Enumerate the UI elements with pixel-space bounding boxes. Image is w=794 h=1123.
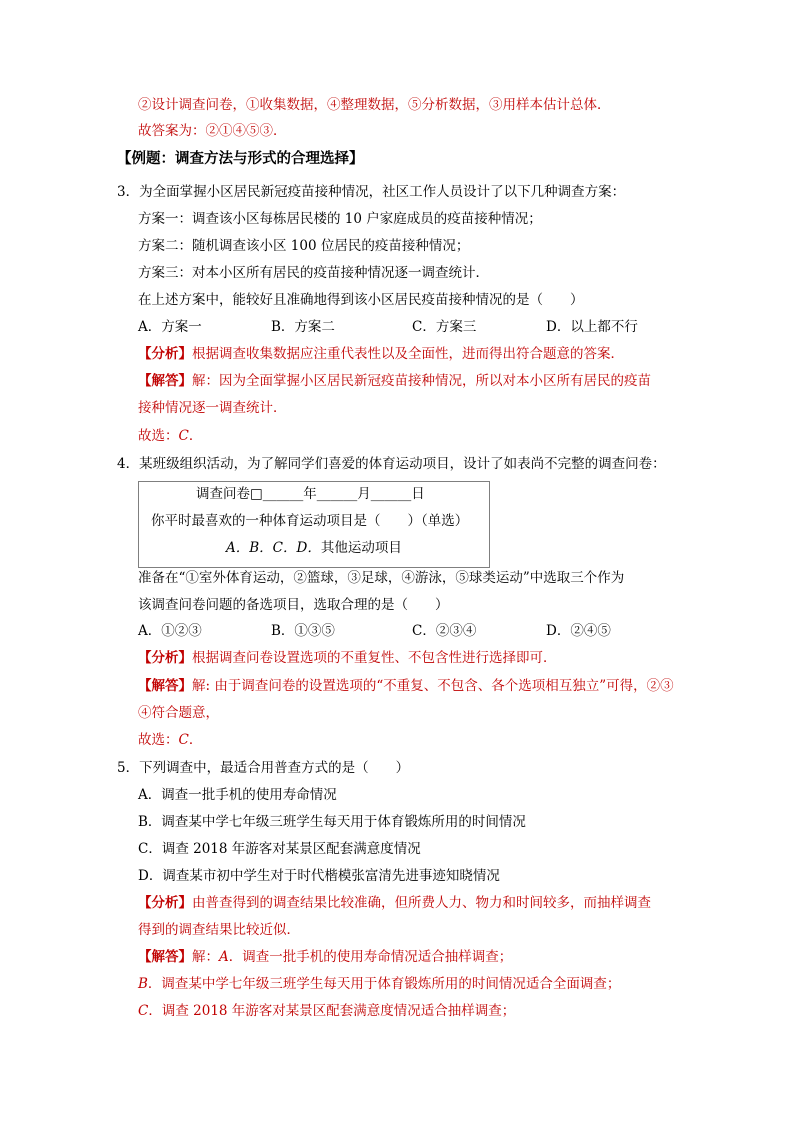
answer-text: 解：因为全面掌握小区居民新冠疫苗接种情况，所以对本小区所有居民的疫苗 xyxy=(192,373,651,389)
choice-end: ． xyxy=(188,428,203,444)
q4-answer-cont: ④符合题意， xyxy=(138,705,219,721)
q3-option-d: D．以上都不行 xyxy=(546,319,638,335)
q3-question: 在上述方案中，能较好且准确地得到该小区居民疫苗接种情况的是（ ） xyxy=(138,292,584,308)
q3-option-b: B．方案二 xyxy=(271,319,335,335)
q3-option-a: A．方案一 xyxy=(138,319,202,335)
q4-prep-line1: 准备在“①室外体育运动，②篮球，③足球，④游泳，⑤球类运动”中选取三个作为 xyxy=(138,570,625,586)
answer-prefix: 解： xyxy=(192,949,219,965)
q3-stem: 3．为全面掌握小区居民新冠疫苗接种情况，社区工作人员设计了以下几种调查方案： xyxy=(117,184,626,200)
q5-analysis-cont: 得到的调查结果比较近似． xyxy=(138,922,300,938)
q5-option-c: C．调查 2018 年游客对某景区配套满意度情况 xyxy=(138,841,421,857)
q3-plan2: 方案二：随机调查该小区 100 位居民的疫苗接种情况； xyxy=(138,238,470,254)
q5-answer xyxy=(138,947,512,967)
answer-tag: 【解答】 xyxy=(138,373,192,389)
q5-option-d: D．调查某市初中学生对于时代楷模张富清先进事迹知晓情况 xyxy=(138,868,500,884)
answer-letter-a: A xyxy=(219,949,229,965)
q5-answer-b xyxy=(138,974,620,994)
q3-answer xyxy=(138,371,651,391)
survey-table xyxy=(138,481,490,568)
analysis-text: 由普查得到的调查结果比较准确，但所费人力、物力和时间较多，而抽样调查 xyxy=(192,895,651,911)
q4-option-b: B．①③⑤ xyxy=(271,623,335,639)
prev-answer-line: ②设计调查问卷，①收集数据，④整理数据，⑤分析数据，③用样本估计总体． xyxy=(138,97,611,113)
choice-end: ． xyxy=(188,732,203,748)
q3-plan3: 方案三：对本小区所有居民的疫苗接种情况逐一调查统计． xyxy=(138,265,489,281)
q5-stem: 5．下列调查中，最适合用普查方式的是（ ） xyxy=(117,760,410,776)
q4-stem: 4．某班级组织活动，为了解同学们喜爱的体育运动项目，设计了如表尚不完整的调查问卷： xyxy=(117,456,666,472)
analysis-text: 根据调查收集数据应注重代表性以及全面性，进而得出符合题意的答案． xyxy=(192,346,624,362)
survey-options-line xyxy=(226,538,402,558)
q5-option-a: A．调查一批手机的使用寿命情况 xyxy=(138,787,337,803)
answer-tag: 【解答】 xyxy=(138,678,192,694)
survey-question-line: 你平时最喜欢的一种体育运动项目是（ ）（单选） xyxy=(151,513,469,529)
choice-label: 故选： xyxy=(138,428,179,444)
answer-tag: 【解答】 xyxy=(138,949,192,965)
q5-analysis xyxy=(138,893,651,913)
analysis-tag: 【分析】 xyxy=(138,650,192,666)
answer-text-b: ．调查某中学七年级三班学生每天用于体育锻炼所用的时间情况适合全面调查； xyxy=(147,976,621,992)
q5-option-b: B．调查某中学七年级三班学生每天用于体育锻炼所用的时间情况 xyxy=(138,814,526,830)
analysis-text: 根据调查问卷设置选项的不重复性、不包含性进行选择即可． xyxy=(192,650,557,666)
q4-options xyxy=(138,621,698,641)
q4-analysis xyxy=(138,648,557,668)
answer-letter-c: C xyxy=(138,1003,149,1019)
q4-option-a: A．①②③ xyxy=(138,623,202,639)
survey-title-line: 调查问卷□______年______月______日 xyxy=(196,486,425,502)
answer-text-a: ．调查一批手机的使用寿命情况适合抽样调查； xyxy=(228,949,513,965)
q4-option-c: C．②③④ xyxy=(412,623,477,639)
q3-choice xyxy=(138,426,202,446)
answer-letter-b: B xyxy=(138,976,148,992)
q3-analysis xyxy=(138,344,624,364)
q5-answer-c xyxy=(138,1001,515,1021)
q3-options xyxy=(138,317,698,337)
choice-label: 故选： xyxy=(138,732,179,748)
q4-prep-line2: 该调查问卷问题的备选项目，选取合理的是（ ） xyxy=(138,597,449,613)
survey-option-letters: A．B．C．D． xyxy=(226,540,321,556)
choice-value: C xyxy=(178,428,189,444)
analysis-tag: 【分析】 xyxy=(138,346,192,362)
q3-answer-cont: 接种情况逐一调查统计． xyxy=(138,400,287,416)
q4-option-d: D．②④⑤ xyxy=(546,623,611,639)
analysis-tag: 【分析】 xyxy=(138,895,192,911)
choice-value: C xyxy=(178,732,189,748)
q4-answer xyxy=(138,676,674,696)
q3-option-c: C．方案三 xyxy=(412,319,477,335)
answer-text: 解: 由于调查问卷的设置选项的“不重复、不包含、各个选项相互独立”可得，②③ xyxy=(192,678,674,694)
prev-answer-final: 故答案为：②①④⑤③． xyxy=(138,123,287,139)
q3-plan1: 方案一：调查该小区每栋居民楼的 10 户家庭成员的疫苗接种情况； xyxy=(138,211,542,227)
answer-text-c: ．调查 2018 年游客对某景区配套满意度情况适合抽样调查； xyxy=(148,1003,516,1019)
survey-other-option: 其他运动项目 xyxy=(320,540,402,556)
section-title: 【例题：调查方法与形式的合理选择】 xyxy=(117,150,364,167)
q4-choice xyxy=(138,730,202,750)
